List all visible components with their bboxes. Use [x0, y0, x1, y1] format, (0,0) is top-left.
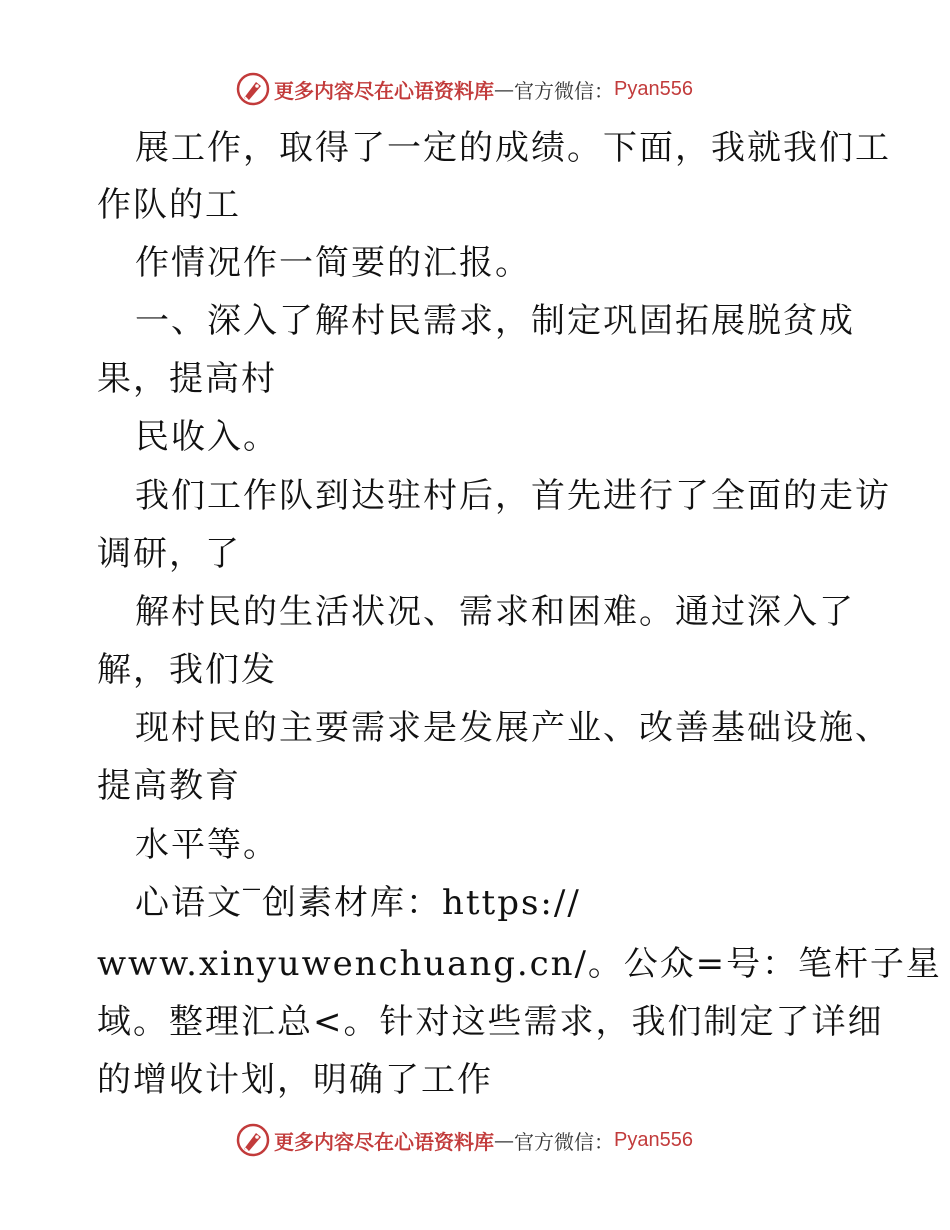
text-line: www.xinyuwenchuang.cn/。公众=号：笔杆子星: [97, 944, 942, 984]
text-line: 解村民的生活状况、需求和困难。通过深入了: [135, 592, 855, 632]
text-line: 民收入。: [135, 417, 279, 457]
watermark-wechat-label: 官方微信：: [514, 78, 614, 103]
header-watermark: [236, 72, 693, 106]
pen-nib-logo-icon: [236, 72, 270, 106]
text-line: 的增收计划，明确了工作: [97, 1060, 493, 1100]
text-line: 调研，了: [97, 534, 241, 574]
text-line: 作队的工: [97, 185, 241, 225]
text-line: 果，提高村: [97, 359, 277, 399]
text-line: 一、深入了解村民需求，制定巩固拓展脱贫成: [135, 301, 855, 341]
watermark-brand: 更多内容尽在心语资料库: [274, 78, 494, 103]
watermark-wechat-label: 官方微信：: [514, 1129, 614, 1154]
watermark-separator: —: [494, 77, 514, 101]
text-line: 我们工作队到达驻村后，首先进行了全面的走访: [135, 476, 891, 516]
text-line: 解，我们发: [97, 650, 277, 690]
watermark-separator: —: [494, 1128, 514, 1152]
watermark-brand: 更多内容尽在心语资料库: [274, 1129, 494, 1154]
text-line: 提高教育: [97, 766, 241, 806]
text-line: 域。整理汇总<。针对这些需求，我们制定了详细: [97, 1002, 884, 1042]
text-line: 现村民的主要需求是发展产业、改善基础设施、: [135, 708, 891, 748]
footer-watermark: [236, 1123, 693, 1157]
watermark-wechat-id: Pyan556: [614, 1128, 693, 1151]
text-line: 作情况作一简要的汇报。: [135, 243, 531, 283]
text-line: 水平等。: [135, 825, 279, 865]
text-line: 心语文‾创素材库：https://: [135, 883, 581, 923]
pen-nib-logo-icon: [236, 1123, 270, 1157]
text-line: 展工作，取得了一定的成绩。下面，我就我们工: [135, 128, 891, 168]
watermark-wechat-id: Pyan556: [614, 77, 693, 100]
